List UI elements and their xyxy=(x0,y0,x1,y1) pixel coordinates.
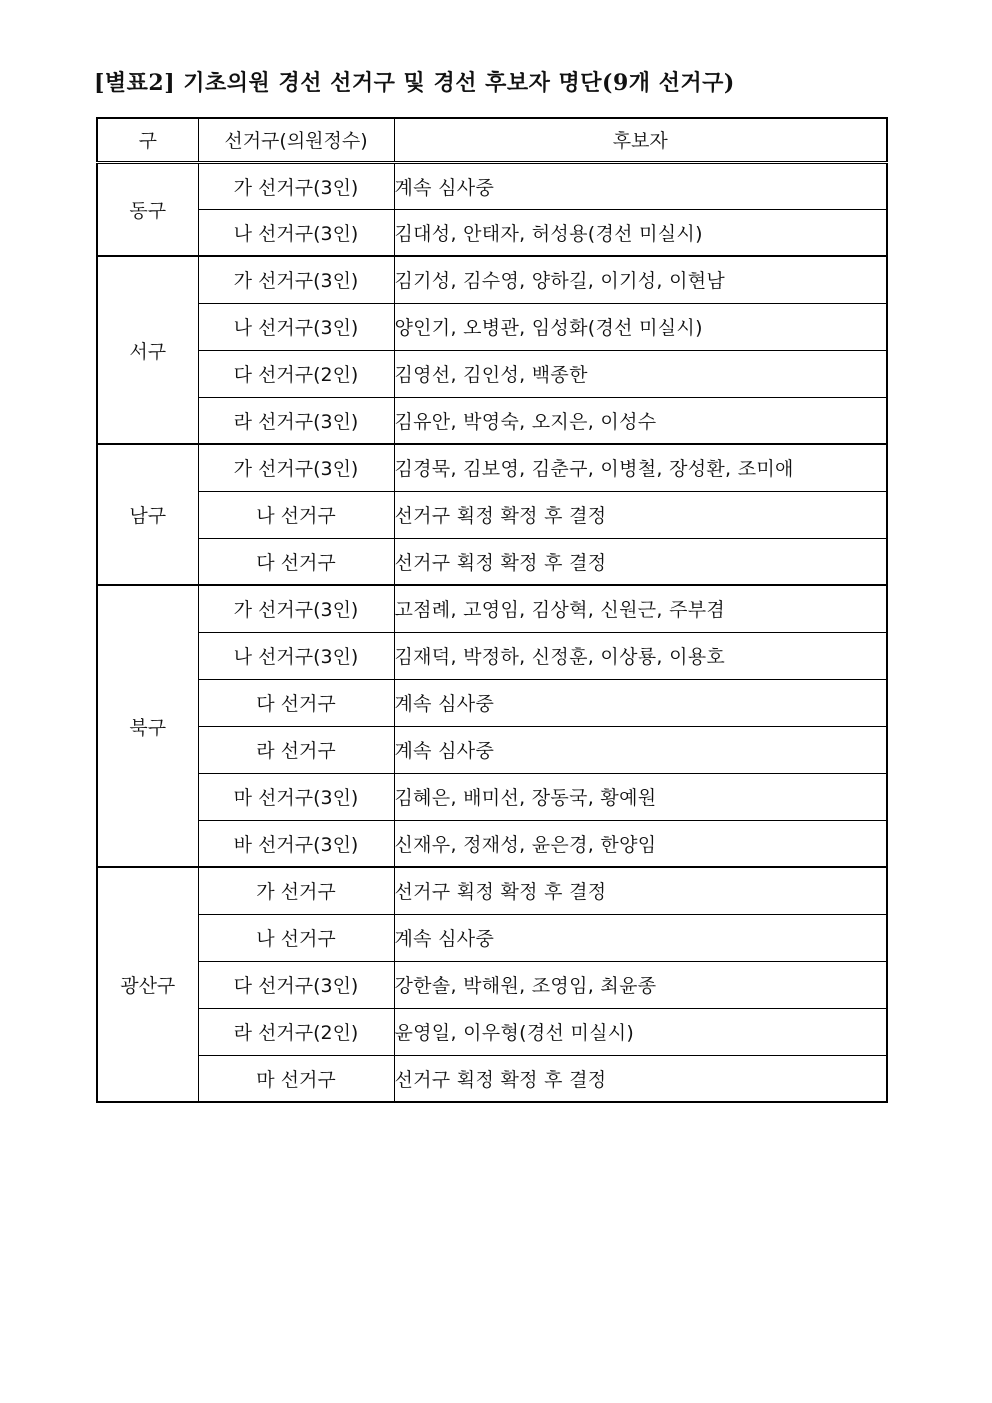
gu-cell: 광산구 xyxy=(97,867,198,1102)
district-cell: 다 선거구 xyxy=(198,679,394,726)
table-row xyxy=(97,303,887,350)
district-cell: 나 선거구(3인) xyxy=(198,209,394,256)
gu-cell: 동구 xyxy=(97,162,198,256)
candidates-cell: 선거구 획정 확정 후 결정 xyxy=(394,1055,887,1102)
table-row xyxy=(97,397,887,444)
candidates-cell: 김기성, 김수영, 양하길, 이기성, 이현남 xyxy=(394,256,887,303)
district-cell: 마 선거구(3인) xyxy=(198,773,394,820)
table-row xyxy=(97,1008,887,1055)
header-district: 선거구(의원정수) xyxy=(198,118,394,162)
table-row xyxy=(97,1055,887,1102)
candidates-cell: 김유안, 박영숙, 오지은, 이성수 xyxy=(394,397,887,444)
district-cell: 나 선거구 xyxy=(198,491,394,538)
candidates-cell: 강한솔, 박해원, 조영임, 최윤종 xyxy=(394,961,887,1008)
table-row xyxy=(97,444,887,491)
gu-cell: 남구 xyxy=(97,444,198,585)
candidates-cell: 김영선, 김인성, 백종한 xyxy=(394,350,887,397)
district-cell: 가 선거구(3인) xyxy=(198,444,394,491)
candidates-cell: 선거구 획정 확정 후 결정 xyxy=(394,867,887,914)
table-row xyxy=(97,256,887,303)
district-cell: 다 선거구(3인) xyxy=(198,961,394,1008)
district-cell: 라 선거구(3인) xyxy=(198,397,394,444)
table-row xyxy=(97,350,887,397)
district-cell: 가 선거구(3인) xyxy=(198,585,394,632)
table-body xyxy=(97,162,887,1102)
header-candidates: 후보자 xyxy=(394,118,887,162)
table-row xyxy=(97,914,887,961)
candidates-cell: 윤영일, 이우형(경선 미실시) xyxy=(394,1008,887,1055)
candidates-cell: 선거구 획정 확정 후 결정 xyxy=(394,538,887,585)
candidates-cell: 김대성, 안태자, 허성용(경선 미실시) xyxy=(394,209,887,256)
table-header-row xyxy=(97,118,887,162)
candidates-cell: 김경묵, 김보영, 김춘구, 이병철, 장성환, 조미애 xyxy=(394,444,887,491)
candidates-cell: 계속 심사중 xyxy=(394,726,887,773)
table-row xyxy=(97,820,887,867)
district-cell: 마 선거구 xyxy=(198,1055,394,1102)
candidates-cell: 계속 심사중 xyxy=(394,679,887,726)
table-row xyxy=(97,585,887,632)
district-cell: 다 선거구 xyxy=(198,538,394,585)
table-row xyxy=(97,867,887,914)
candidates-cell: 김재덕, 박정하, 신정훈, 이상룡, 이용호 xyxy=(394,632,887,679)
district-cell: 나 선거구(3인) xyxy=(198,303,394,350)
table-row xyxy=(97,209,887,256)
candidate-table xyxy=(96,117,888,1103)
candidates-cell: 양인기, 오병관, 임성화(경선 미실시) xyxy=(394,303,887,350)
table-row xyxy=(97,632,887,679)
district-cell: 라 선거구 xyxy=(198,726,394,773)
table-row xyxy=(97,491,887,538)
candidates-cell: 김혜은, 배미선, 장동국, 황예원 xyxy=(394,773,887,820)
header-gu: 구 xyxy=(97,118,198,162)
district-cell: 나 선거구(3인) xyxy=(198,632,394,679)
table-row xyxy=(97,679,887,726)
district-cell: 바 선거구(3인) xyxy=(198,820,394,867)
table-row xyxy=(97,961,887,1008)
candidates-cell: 선거구 획정 확정 후 결정 xyxy=(394,491,887,538)
district-cell: 다 선거구(2인) xyxy=(198,350,394,397)
table-row xyxy=(97,726,887,773)
district-cell: 가 선거구(3인) xyxy=(198,162,394,209)
page-title: [별표2] 기초의원 경선 선거구 및 경선 후보자 명단(9개 선거구) xyxy=(94,70,735,96)
table-row xyxy=(97,162,887,209)
candidates-cell: 계속 심사중 xyxy=(394,162,887,209)
candidates-cell: 계속 심사중 xyxy=(394,914,887,961)
district-cell: 가 선거구 xyxy=(198,867,394,914)
district-cell: 라 선거구(2인) xyxy=(198,1008,394,1055)
table-row xyxy=(97,538,887,585)
district-cell: 나 선거구 xyxy=(198,914,394,961)
candidates-cell: 신재우, 정재성, 윤은경, 한양임 xyxy=(394,820,887,867)
table-row xyxy=(97,773,887,820)
gu-cell: 북구 xyxy=(97,585,198,867)
gu-cell: 서구 xyxy=(97,256,198,444)
district-cell: 가 선거구(3인) xyxy=(198,256,394,303)
candidates-cell: 고점례, 고영임, 김상혁, 신원근, 주부겸 xyxy=(394,585,887,632)
